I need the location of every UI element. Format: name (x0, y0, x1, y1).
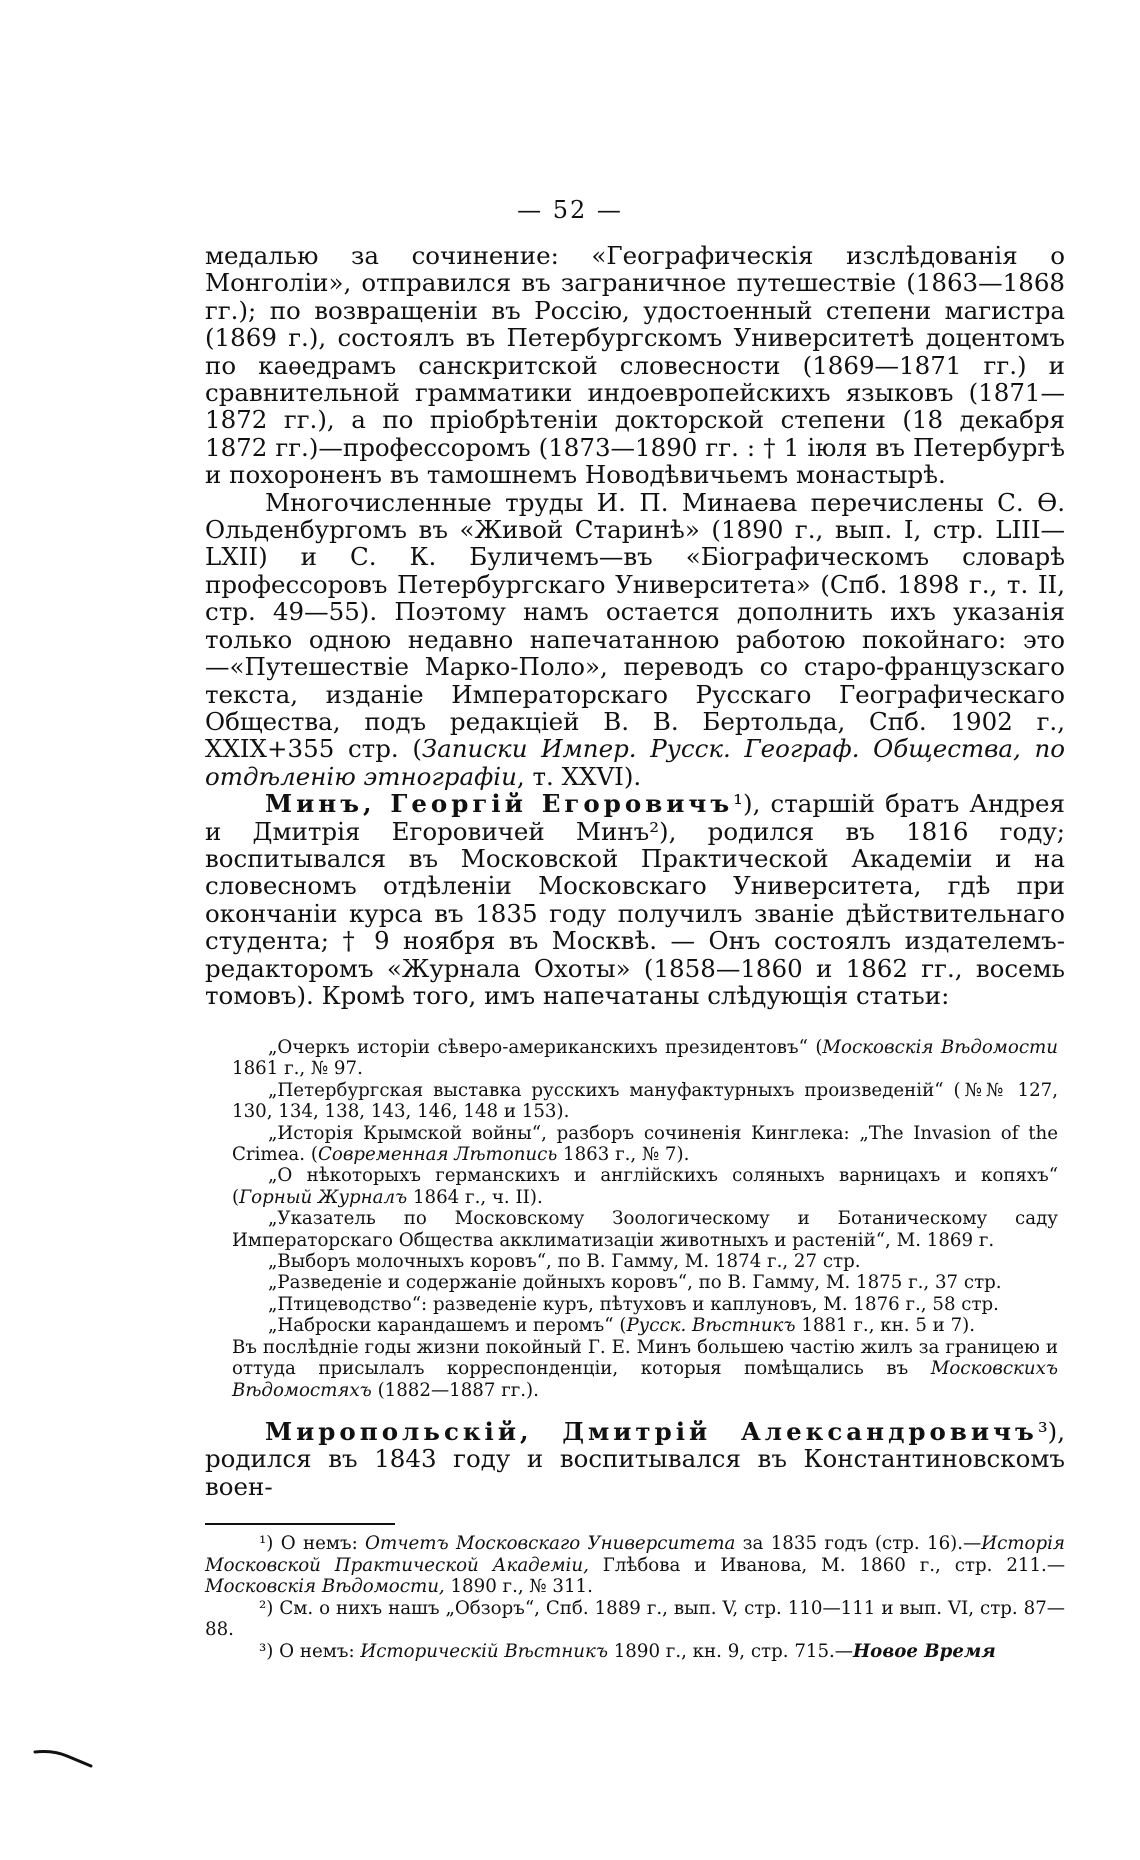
footnote-text: Глѣбова и Иванова, М. 1860 г., стр. 211.— (588, 1554, 1066, 1576)
article-title: „Выборъ молочныхъ коровъ“, по В. Гамму, М. 1874 г., 27 стр. (268, 1251, 861, 1273)
paragraph-min-entry (205, 790, 1065, 1009)
entry-name-miropolsky: Миропольскій, Дмитрій Александровичъ (265, 1417, 1038, 1446)
article-title: „Указатель по Московскому Зоологическому и Ботаническому саду Императорскаго Общества акклиматизаціи животныхъ и растеній“, М. 1869 г. (232, 1208, 1058, 1251)
list-item (232, 1208, 1058, 1251)
miropolsky-body: , родился въ 1843 году и воспитывался въ Константиновскомъ воен- (205, 1417, 1065, 1501)
footnote-mark: ¹) (259, 1533, 274, 1554)
list-item (232, 1251, 1058, 1272)
articles-closing-note (232, 1337, 1058, 1401)
page-number: — 52 — (517, 196, 623, 224)
footnote-2 (205, 1598, 1065, 1641)
closing-tail: (1882—1887 гг.). (371, 1379, 539, 1401)
entry-name-min: Минъ, Георгій Егоровичъ (265, 789, 734, 819)
miropolsky-text (205, 1418, 1065, 1500)
list-item (232, 1080, 1058, 1123)
footnote-1 (205, 1533, 1065, 1598)
article-title: „Исторія Крымской войны“, разборъ сочиненія Кинглека: „The Invasion of the Crimea. ( (232, 1122, 1058, 1166)
footnote-source: Историческій Вѣстникъ (360, 1640, 608, 1662)
article-title: „Петербургская выставка русскихъ мануфактурныхъ произведеній“ (№№ 127, 130, 134, 138, 143, 146, 148 и 153). (232, 1079, 1058, 1123)
footnote-ref-2: ²) (649, 816, 669, 846)
works-text: Многочисленные труды И. П. Минаева перечислены С. Ѳ. Ольденбургомъ въ «Живой Старинѣ» (1890 г., вып. I, стр. LIII—LXII) и С. К. Буличемъ—въ «Біографическомъ словарѣ профессоровъ Петербургскаго Университета» (Спб. 1898 г., т. II, стр. 49—55). Поэтому намъ остается дополнить ихъ указанія только одною недавно напечатанною работою покойнаго: это—«Путешествіе Марко-Поло», переводъ со старо-французскаго текста, изданіе Императорскаго Русскаго Географическаго Общества, подъ редакціей В. В. Бертольда, Спб. 1902 г., XXIX+355 стр. ( (205, 487, 1065, 764)
main-text (205, 242, 1065, 1009)
footnote-text: 1890 г., кн. 9, стр. 715.— (607, 1640, 853, 1662)
list-item (232, 1294, 1058, 1315)
footnote-mark: ²) (259, 1597, 274, 1619)
article-source: Современная Лѣтопись (317, 1144, 558, 1166)
paragraph-minaev-bio: медалью за сочинение: «Географическія изслѣдованія о Монголіи», отправился въ заграничное путешествіе (1863—1868 гг.); по возвращеніи въ Россію, удостоенный степени магистра (1869 г.), состоялъ въ Петербургскомъ Университетѣ доцентомъ по каѳедрамъ санскритской словесности (1869—1871 гг.) и сравнительной грамматики индоевропейскихъ языковъ (1871—1872 гг.), а по пріобрѣтеніи докторской степени (18 декабря 1872 гг.)—профессоромъ (1873—1890 гг. : † 1 іюля въ Петербургѣ и похороненъ въ тамошнемъ Новодѣвичьемъ монастырѣ. (205, 241, 1065, 490)
article-tail: 1881 г., кн. 5 и 7). (795, 1315, 976, 1337)
article-source: Московскія Вѣдомости (822, 1037, 1058, 1058)
footnote-ref-1: ¹) (733, 789, 753, 819)
list-item (232, 1037, 1058, 1080)
article-tail: 1861 г., № 97. (232, 1058, 363, 1080)
closing-source: Московскихъ Вѣдомостяхъ (232, 1358, 1058, 1401)
article-source: Русск. Вѣстникъ (626, 1315, 796, 1337)
article-title: „Разведеніе и содержаніе дойныхъ коровъ“, по В. Гамму, М. 1875 г., 37 стр. (268, 1272, 1002, 1294)
article-title: „Очеркъ исторіи сѣверо-американскихъ президентовъ“ ( (268, 1037, 823, 1058)
list-item (232, 1123, 1058, 1166)
article-tail: 1864 г., ч. II). (407, 1186, 543, 1208)
articles-list (232, 1037, 1058, 1401)
article-title: „О нѣкоторыхъ германскихъ и англійскихъ соляныхъ варницахъ и копяхъ“ ( (232, 1165, 1058, 1208)
works-tail: , т. XXVI). (516, 761, 642, 791)
paragraph-miropolsky-entry (205, 1418, 1065, 1500)
closing-text: Въ послѣдніе годы жизни покойный Г. Е. Минъ большею частію жилъ за границею и оттуда присылалъ корреспонденціи, которыя помѣщались въ (232, 1336, 1058, 1380)
min-text-a: , старшій братъ Андрея и Дмитрія Егоровичей Минъ (205, 789, 1066, 846)
footnote-source: Московскія Вѣдомости, (205, 1576, 445, 1598)
footnote-text: 1890 г., № 311. (444, 1576, 593, 1598)
list-item (232, 1315, 1058, 1336)
footnotes (205, 1533, 1065, 1663)
article-tail: 1863 г., № 7). (557, 1144, 690, 1166)
article-title: „Наброски карандашемъ и перомъ“ ( (268, 1315, 627, 1337)
footnote-source: Исторія Московской Практической Академіи, (205, 1533, 1065, 1576)
footnote-text: См. о нихъ нашъ „Обзоръ“, Спб. 1889 г., вып. V, стр. 110—111 и вып. VI, стр. 87—88. (205, 1597, 1065, 1641)
margin-pencil-mark (33, 1748, 93, 1768)
footnote-divider (205, 1523, 395, 1525)
footnote-ref-3: ³) (1037, 1417, 1058, 1446)
footnote-3 (205, 1641, 1065, 1663)
footnote-text: О немъ: (273, 1533, 366, 1554)
footnote-text: О немъ: (273, 1640, 361, 1662)
paragraph-minaev-works (205, 489, 1065, 790)
list-item (232, 1272, 1058, 1293)
footnote-source: Отчетъ Московскаго Университета (365, 1533, 736, 1554)
min-text-b: , родился въ 1816 году; воспитывался въ Московской Практической Академіи и на словесномъ отдѣленіи Московскаго Университета, гдѣ при окончаніи курса въ 1835 году получилъ званіе дѣйствительнаго студента; † 9 ноября въ Москвѣ. — Онъ состоялъ издателемъ-редакторомъ «Журнала Охоты» (1858—1860 и 1862 гг., восемь томовъ). Кромѣ того, имъ напечатаны слѣдующія статьи: (205, 816, 1065, 1010)
list-item (232, 1165, 1058, 1208)
footnote-mark: ³) (259, 1640, 274, 1662)
footnote-text: за 1835 годъ (стр. 16).— (735, 1533, 982, 1554)
works-series: Записки Импер. Русск. Географ. Общества, по отдѣленію этнографіи (205, 734, 1065, 791)
article-source: Горный Журналъ (239, 1186, 408, 1208)
footnote-source: Новое Время (853, 1640, 996, 1662)
article-title: „Птицеводство“: разведеніе куръ, пѣтуховъ и каплуновъ, М. 1876 г., 58 стр. (268, 1293, 999, 1315)
